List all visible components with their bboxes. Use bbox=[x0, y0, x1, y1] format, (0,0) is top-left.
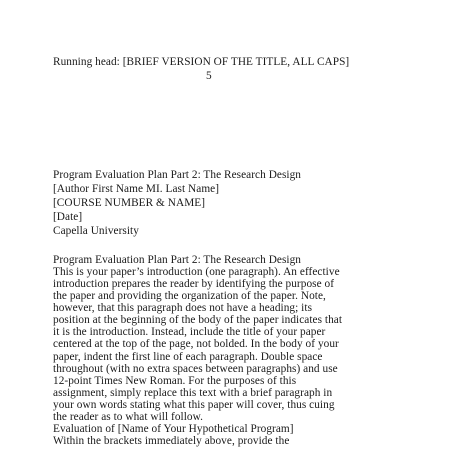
body-line: your own words stating what this paper will cover, thus cuing bbox=[53, 398, 335, 411]
body-line: introduction prepares the reader by identifying the purpose of bbox=[53, 278, 335, 291]
body-line: paper, indent the first line of each paragraph. Double space bbox=[53, 350, 323, 363]
title-page-course: [COURSE NUMBER & NAME] bbox=[53, 197, 206, 209]
title-page-author: [Author First Name MI. Last Name] bbox=[53, 183, 220, 195]
body-line: 12-point Times New Roman. For the purposes of this bbox=[53, 374, 297, 387]
body-line: the paper and providing the organization of the paper. Note, bbox=[53, 290, 326, 303]
title-page-title: Program Evaluation Plan Part 2: The Research Design bbox=[53, 169, 301, 181]
body-line: the reader as to what will follow. bbox=[53, 410, 203, 423]
title-page-date: [Date] bbox=[53, 211, 83, 223]
body-line: centered at the top of the page, not bolded. In the body of your bbox=[53, 338, 339, 351]
body-title: Program Evaluation Plan Part 2: The Research Design bbox=[53, 254, 301, 266]
body-line: position at the beginning of the body of the paper indicates that bbox=[53, 314, 343, 327]
section-heading: Evaluation of [Name of Your Hypothetical Program] bbox=[53, 422, 294, 435]
body-line: it is the introduction. Instead, include the title of your paper bbox=[53, 326, 326, 339]
body-line: Within the brackets immediately above, provide the bbox=[53, 434, 290, 447]
body-line: throughout (with no extra spaces between paragraphs) and use bbox=[53, 362, 338, 375]
body-line: however, that this paragraph does not have a heading; its bbox=[53, 302, 313, 315]
body-line: This is your paper’s introduction (one paragraph). An effective bbox=[53, 266, 340, 279]
body-line: assignment, simply replace this text with a brief paragraph in bbox=[53, 386, 333, 399]
page-number: 5 bbox=[206, 70, 212, 82]
title-page-institution: Capella University bbox=[53, 225, 139, 237]
running-head: Running head: [BRIEF VERSION OF THE TITLE, ALL CAPS] bbox=[53, 56, 350, 68]
